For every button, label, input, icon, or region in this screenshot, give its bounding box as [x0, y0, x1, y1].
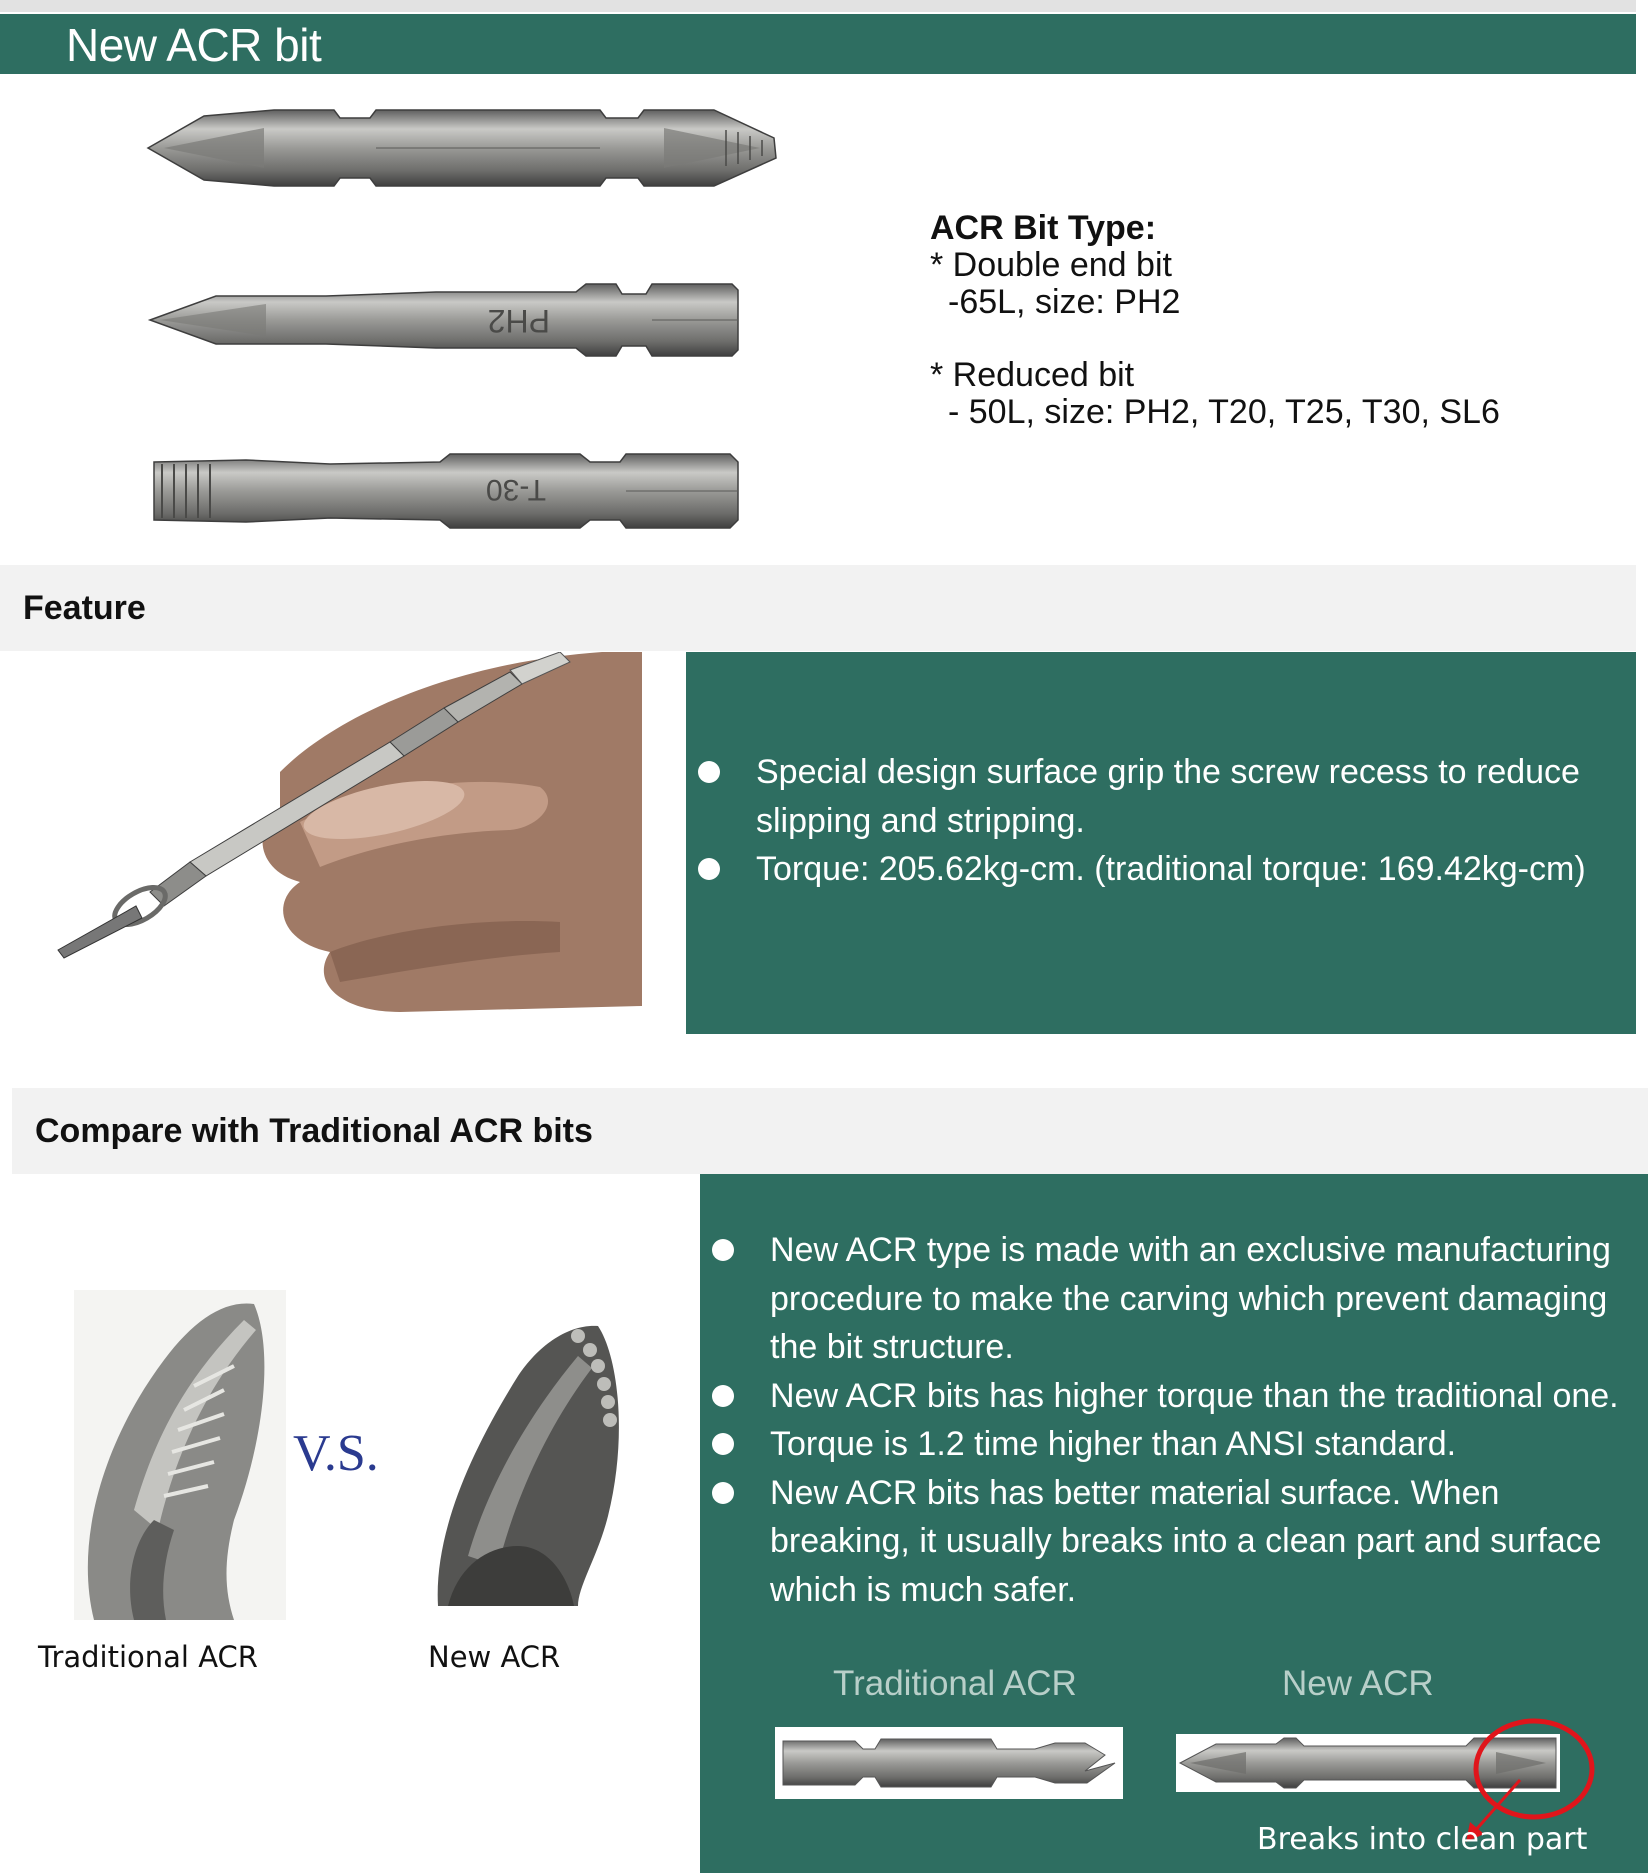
t30-reduced-bit-photo [150, 450, 740, 532]
feature-bullet-list [698, 748, 1632, 894]
feature-section-header [0, 565, 1636, 651]
compare-bullet-list [712, 1226, 1642, 1614]
new-acr-photo-label: New ACR [428, 1640, 561, 1674]
ph2-marking: PH2 [487, 303, 550, 339]
reduced-detail: - 50L, size: PH2, T20, T25, T30, SL6 [948, 393, 1500, 431]
hand-holding-bit-photo [40, 652, 642, 1032]
t30-marking: T-30 [485, 473, 546, 506]
compare-section-header [12, 1088, 1648, 1174]
reduced-line: * Reduced bit [930, 356, 1135, 394]
traditional-acr-photo-label: Traditional ACR [38, 1640, 258, 1674]
feature-bullet-1: Special design surface grip the screw recess to reduce slipping and stripping. [698, 748, 1632, 845]
breaks-caption: Breaks into clean part [1257, 1822, 1588, 1857]
traditional-acr-caption: Traditional ACR [833, 1664, 1077, 1703]
vs-label: V.S. [293, 1425, 379, 1482]
acr-bit-type-block [930, 210, 1500, 431]
compare-bullet-1: New ACR type is made with an exclusive manufacturing procedure to make the carving which prevent damaging the bit structure. [712, 1226, 1642, 1372]
page-title: New ACR bit [66, 19, 322, 71]
top-rule [0, 0, 1636, 12]
compare-panel [700, 1174, 1648, 1873]
feature-title: Feature [23, 589, 146, 627]
new-acr-caption: New ACR [1282, 1664, 1434, 1703]
compare-title: Compare with Traditional ACR bits [35, 1112, 593, 1150]
traditional-acr-tip-photo [74, 1290, 286, 1620]
new-acr-tip-photo [428, 1316, 628, 1606]
title-bar [0, 14, 1636, 74]
ph2-reduced-bit-photo [146, 282, 740, 358]
broken-traditional-bit-photo [775, 1727, 1123, 1799]
double-end-line: * Double end bit [930, 246, 1172, 284]
compare-bullet-2: New ACR bits has higher torque than the traditional one. [712, 1372, 1642, 1421]
double-end-bit-photo [144, 102, 780, 194]
compare-bullet-4: New ACR bits has better material surface. When breaking, it usually breaks into a clean part and surface which is much safer. [712, 1469, 1642, 1615]
feature-bullet-2: Torque: 205.62kg-cm. (traditional torque: 169.42kg-cm) [698, 845, 1632, 894]
feature-panel [686, 652, 1636, 1034]
bit-type-title: ACR Bit Type: [930, 209, 1157, 247]
compare-bullet-3: Torque is 1.2 time higher than ANSI standard. [712, 1420, 1642, 1469]
double-end-detail: -65L, size: PH2 [948, 283, 1181, 321]
